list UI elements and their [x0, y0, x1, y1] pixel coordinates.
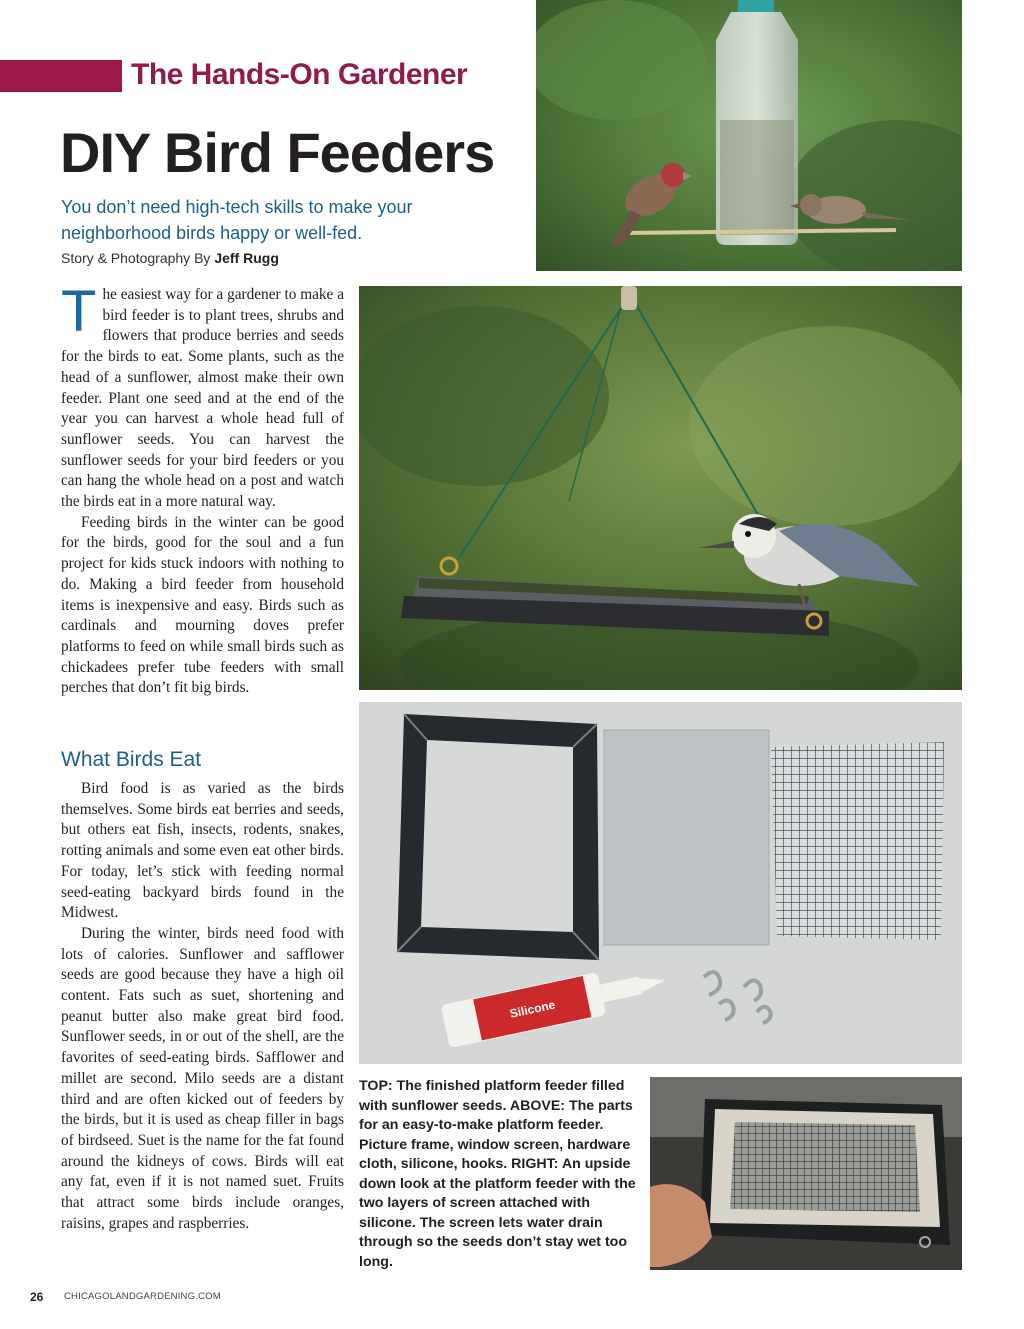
paragraph-1 — [61, 279, 344, 513]
byline-prefix: Story & Photography By — [61, 250, 215, 266]
body-column-top — [61, 279, 344, 699]
photo-bottle-feeder-finches — [536, 0, 962, 271]
headline: DIY Bird Feeders — [60, 121, 495, 184]
body-column-bottom — [61, 779, 344, 1234]
photo-feeder-underside — [650, 1077, 962, 1270]
deck-subtitle: You don’t need high-tech skills to make your neighborhood birds happy or well-fed. — [61, 197, 413, 243]
section-accent-bar — [0, 60, 122, 92]
photo-feeder-parts — [359, 702, 962, 1064]
byline-author: Jeff Rugg — [214, 250, 279, 266]
section-label: The Hands-On Gardener — [131, 58, 468, 91]
drop-cap: T — [61, 279, 97, 344]
byline — [61, 250, 279, 266]
paragraph-4: During the winter, birds need food with lots of calories. Sunflower and safflower seeds are good because they have a high oil content. Fats such as suet, shortening and peanut butter also make great bird food. Sunflower seeds, in or out of the shell, are the favorites of seed-eating birds. Safflower and millet are second. Milo seeds are a distant third and are often kicked out of feeders by the birds, but it is used as cheap filler in bags of birdseed. Suet is the name for the fat found around the kidneys of cows. Birds will eat any fat, even if it is not named suet. Fruits that attract some birds include oranges, raisins, grapes and raspberries. — [61, 924, 344, 1232]
paragraph-2: Feeding birds in the winter can be good for the birds, good for the soul and a fun project for kids stuck indoors with nothing to do. Making a bird feeder from household items is inexpensive and easy. Birds such as cardinals and mourning doves prefer platforms to feed on while small birds such as chickadees prefer tube feeders with small perches that don’t fit big birds. — [61, 513, 344, 697]
subhead-what-birds-eat: What Birds Eat — [61, 748, 202, 771]
page-number: 26 — [30, 1290, 44, 1304]
paragraph-3: Bird food is as varied as the birds themselves. Some birds eat berries and seeds, but others eat fish, insects, rodents, snakes, rotting animals and some even eat other birds. For today, let’s stick with feeding normal seed-eating backyard birds found in the Midwest. — [61, 780, 344, 922]
site-url: CHICAGOLANDGARDENING.COM — [64, 1291, 221, 1302]
silicone-label: Silicone — [508, 997, 557, 1021]
paragraph-1-text: he easiest way for a gardener to make a bird feeder is to plant trees, shrubs and flowers that produce berries and seeds for the birds to eat. Some plants, such as the head of a sunflower, almost make their own feeder. Plant one seed and at the end of the year you can harvest a whole head full of sunflower seeds. You can harvest the sunflower seeds for your bird feeders or you can hang the whole head on a post and watch the birds eat in a more natural way. — [61, 286, 344, 511]
photo-caption: TOP: The finished platform feeder filled with sunflower seeds. ABOVE: The parts for an easy-to-make platform feeder. Picture frame, window screen, hardware cloth, silicone, hooks. RIGHT: An upside down look at the platform feeder with the two layers of screen attached with silicone. The screen lets water drain through so the seeds don’t stay wet too long. — [359, 1078, 636, 1270]
photo-platform-feeder-nuthatch — [359, 286, 962, 690]
